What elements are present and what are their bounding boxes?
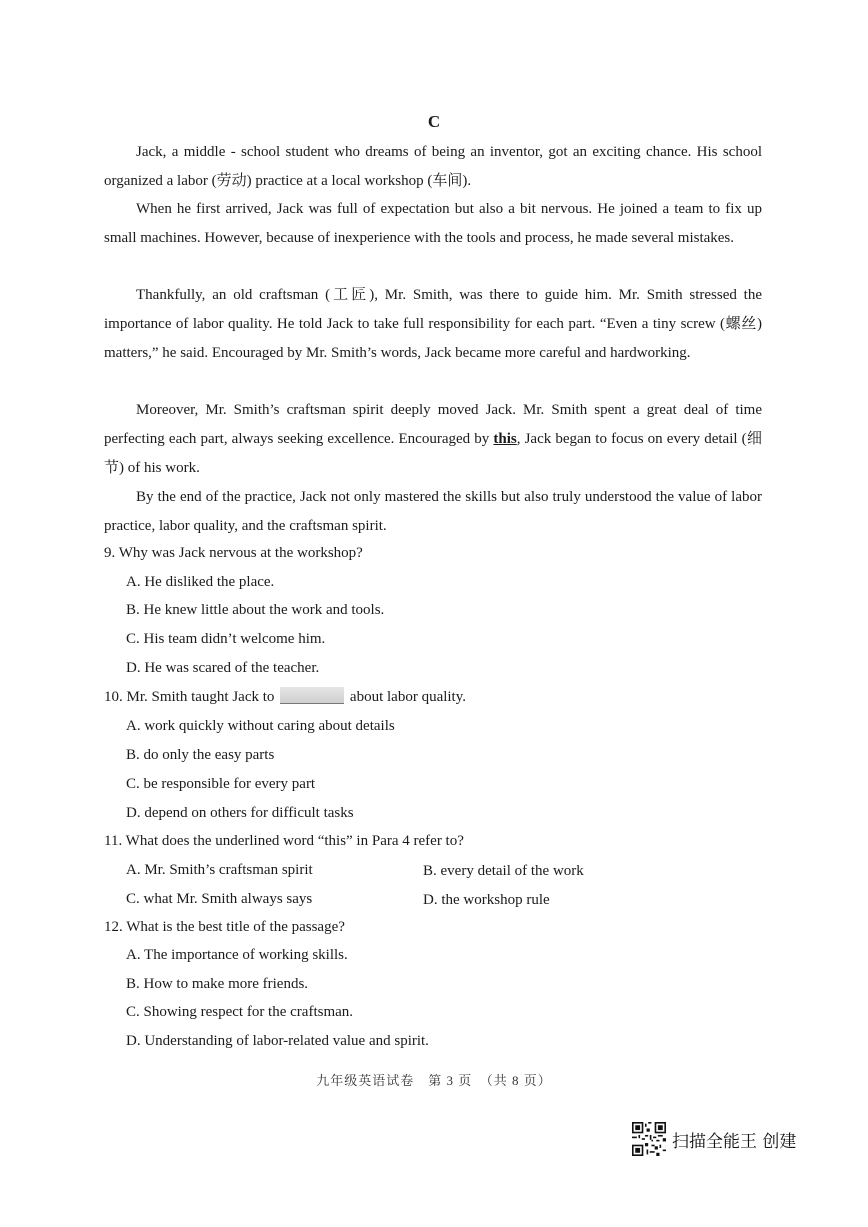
- question-12-option-c: C. Showing respect for the craftsman.: [126, 1004, 354, 1020]
- question-10-stem-after: about labor quality.: [349, 689, 467, 705]
- question-11-option-a: A. Mr. Smith’s craftsman spirit: [126, 862, 313, 878]
- answer-blank: [280, 687, 344, 704]
- question-12-option-a: A. The importance of working skills.: [126, 947, 348, 963]
- paragraph-4-after: , Jack began to focus on every detail (细节) of his work.: [104, 430, 763, 476]
- question-9-stem: 9. Why was Jack nervous at the workshop?: [104, 545, 363, 561]
- question-10-option-a: A. work quickly without caring about details: [126, 718, 395, 734]
- brand-text: 扫描全能王 创建: [672, 1131, 797, 1152]
- question-11-option-d: D. the workshop rule: [423, 892, 550, 908]
- question-9-option-a: A. He disliked the place.: [126, 574, 275, 590]
- question-10-stem: [104, 687, 466, 707]
- question-12-option-d: D. Understanding of labor-related value and spirit.: [126, 1033, 429, 1049]
- paragraph-1: Jack, a middle - school student who dreams of being an inventor, got an exciting chance. His school organized a labor (劳动) practice at a local workshop (车间).: [104, 144, 762, 189]
- qr-code-icon: [632, 1122, 666, 1156]
- question-10-stem-before: 10. Mr. Smith taught Jack to: [104, 689, 275, 705]
- paragraph-3: Thankfully, an old craftsman (工匠), Mr. Smith, was there to guide him. Mr. Smith stressed the importance of labor quality. He told Jack to take full responsibility for each part. “Even a tiny screw (螺丝) matters,” he said. Encouraged by Mr. Smith’s words, Jack became more careful and hardworking.: [104, 287, 762, 361]
- paragraph-4-before: Moreover, Mr. Smith’s craftsman spirit deeply moved Jack. Mr. Smith spent a great deal of time perfecting each part, always seeking excellence. Encouraged by: [104, 402, 762, 447]
- question-10-option-b: B. do only the easy parts: [126, 747, 275, 763]
- question-9-option-b: B. He knew little about the work and tools.: [126, 602, 385, 618]
- paragraph-2: When he first arrived, Jack was full of expectation but also a bit nervous. He joined a team to fix up small machines. However, because of inexperience with the tools and process, he made several mistakes.: [104, 201, 762, 246]
- question-11-option-c: C. what Mr. Smith always says: [126, 891, 313, 907]
- page-footer: 九年级英语试卷 第 3 页 （共 8 页）: [316, 1073, 552, 1088]
- question-11-stem: 11. What does the underlined word “this” in Para 4 refer to?: [104, 833, 464, 849]
- question-10-option-d: D. depend on others for difficult tasks: [126, 805, 354, 821]
- paragraph-5: By the end of the practice, Jack not only mastered the skills but also truly understood the value of labor practice, labor quality, and the craftsman spirit.: [104, 489, 762, 534]
- paragraph-4: [104, 396, 762, 482]
- question-12-stem: 12. What is the best title of the passage?: [104, 919, 345, 935]
- underlined-word: this: [493, 430, 517, 447]
- question-10-option-c: C. be responsible for every part: [126, 776, 316, 792]
- question-9-option-c: C. His team didn’t welcome him.: [126, 631, 326, 647]
- section-heading: C: [427, 112, 441, 131]
- question-12-option-b: B. How to make more friends.: [126, 976, 309, 992]
- question-9-option-d: D. He was scared of the teacher.: [126, 660, 320, 676]
- question-11-option-b: B. every detail of the work: [423, 863, 584, 879]
- scanner-watermark: [632, 1122, 796, 1156]
